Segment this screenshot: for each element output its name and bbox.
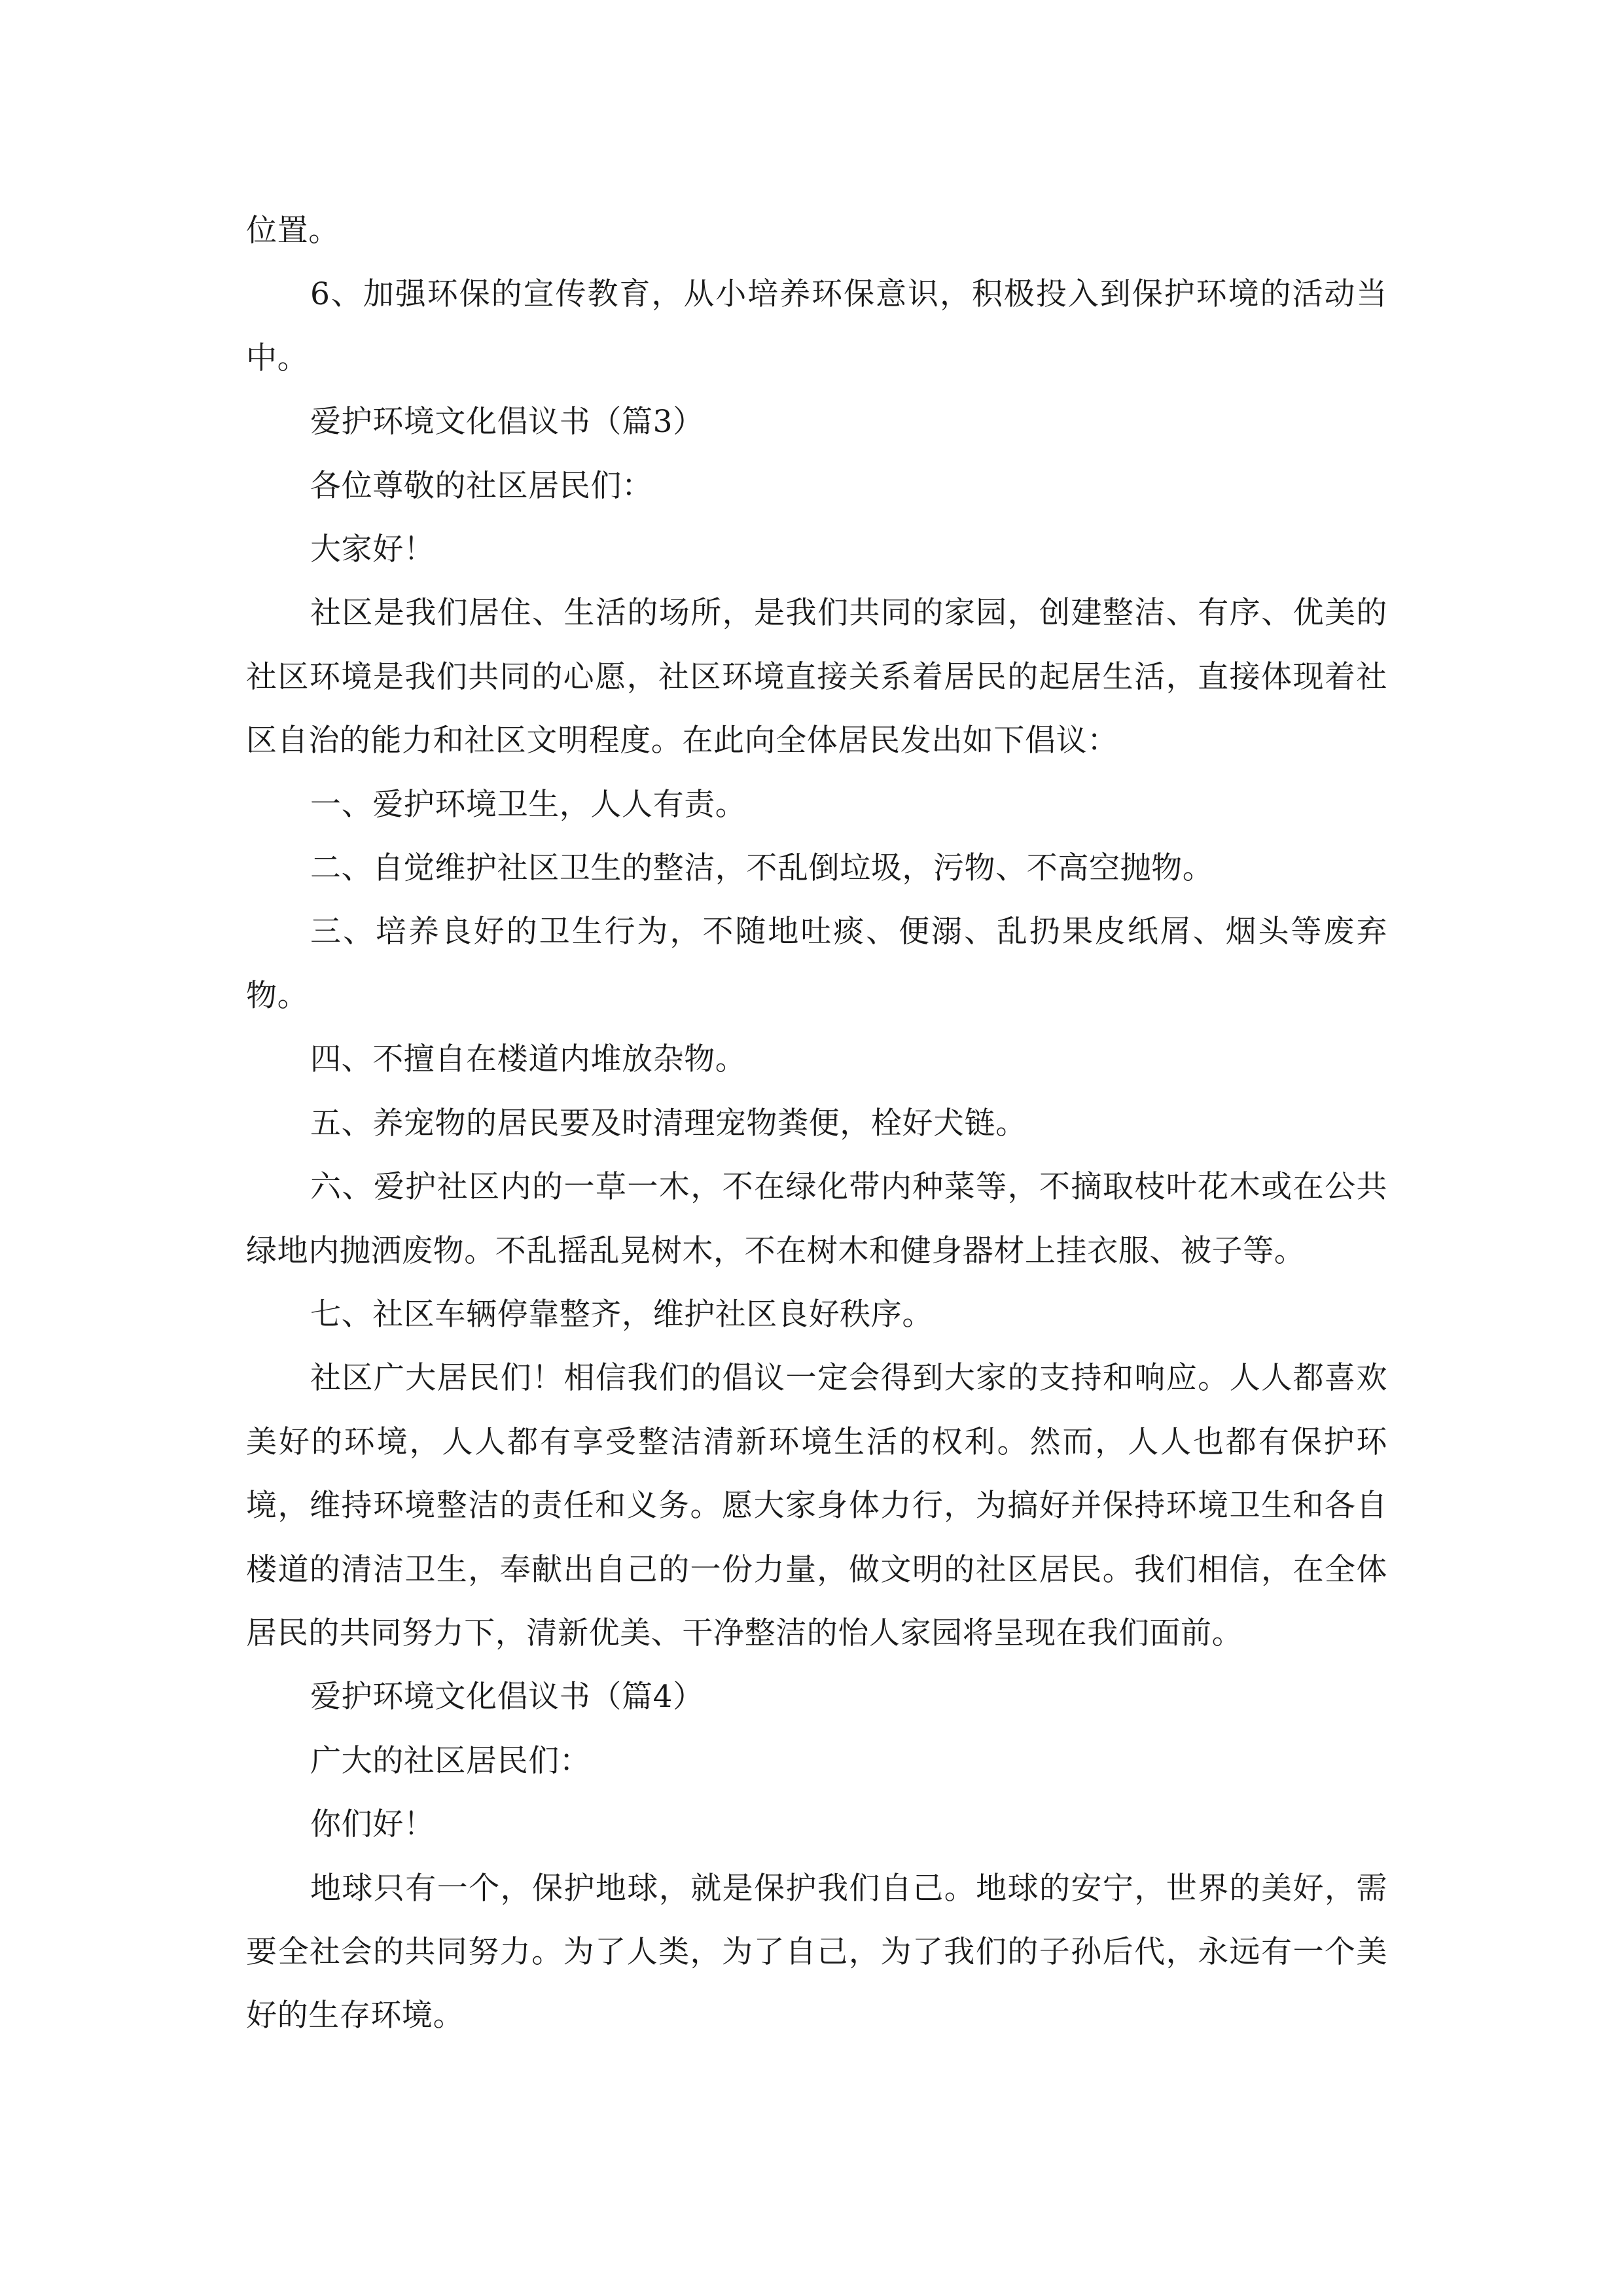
section-heading-part-3: 爱护环境文化倡议书（篇3） bbox=[310, 404, 704, 440]
intro-paragraph-part-4: 地球只有一个，保护地球，就是保护我们自己。地球的安宁，世界的美好，需要全社会的共同努力。为了人类，为了自己，为了我们的子孙后代，永远有一个美好的生存环境。 bbox=[246, 1870, 1387, 2034]
proposal-item-2: 二、自觉维护社区卫生的整洁，不乱倒垃圾，污物、不高空抛物。 bbox=[310, 850, 1214, 887]
intro-paragraph: 社区是我们居住、生活的场所，是我们共同的家园，创建整洁、有序、优美的社区环境是我们共同的心愿，社区环境直接关系着居民的起居生活，直接体现着社区自治的能力和社区文明程度。在此向全体居民发出如下倡议： bbox=[246, 595, 1387, 759]
proposal-item-3: 三、培养良好的卫生行为，不随地吐痰、便溺、乱扔果皮纸屑、烟头等废弃物。 bbox=[246, 914, 1387, 1014]
proposal-item-4: 四、不擅自在楼道内堆放杂物。 bbox=[310, 1041, 747, 1078]
proposal-item-5: 五、养宠物的居民要及时清理宠物粪便，栓好犬链。 bbox=[310, 1105, 1027, 1141]
salutation-part-4: 广大的社区居民们： bbox=[310, 1742, 591, 1779]
proposal-item-1: 一、爱护环境卫生，人人有责。 bbox=[310, 786, 747, 823]
greeting-part-4: 你们好！ bbox=[310, 1806, 435, 1843]
proposal-item-6: 六、爱护社区内的一草一木，不在绿化带内种菜等，不摘取枝叶花木或在公共绿地内抛洒废物。不乱摇乱晃树木，不在树木和健身器材上挂衣服、被子等。 bbox=[246, 1169, 1387, 1269]
paragraph-item-6: 6、加强环保的宣传教育，从小培养环保意识，积极投入到保护环境的活动当中。 bbox=[246, 276, 1387, 376]
proposal-item-7: 七、社区车辆停靠整齐，维护社区良好秩序。 bbox=[310, 1296, 933, 1333]
section-heading-part-4: 爱护环境文化倡议书（篇4） bbox=[310, 1679, 704, 1715]
closing-paragraph: 社区广大居民们！相信我们的倡议一定会得到大家的支持和响应。人人都喜欢美好的环境，人人都有享受整洁清新环境生活的权利。然而，人人也都有保护环境，维持环境整洁的责任和义务。愿大家身体力行，为搞好并保持环境卫生和各自楼道的清洁卫生，奉献出自己的一份力量，做文明的社区居民。我们相信，在全体居民的共同努力下，清新优美、干净整洁的怡人家园将呈现在我们面前。 bbox=[246, 1360, 1387, 1651]
paragraph-continuation: 位置。 bbox=[246, 213, 340, 249]
greeting: 大家好！ bbox=[310, 531, 435, 568]
salutation: 各位尊敬的社区居民们： bbox=[310, 467, 653, 504]
document-body bbox=[246, 199, 1387, 2048]
